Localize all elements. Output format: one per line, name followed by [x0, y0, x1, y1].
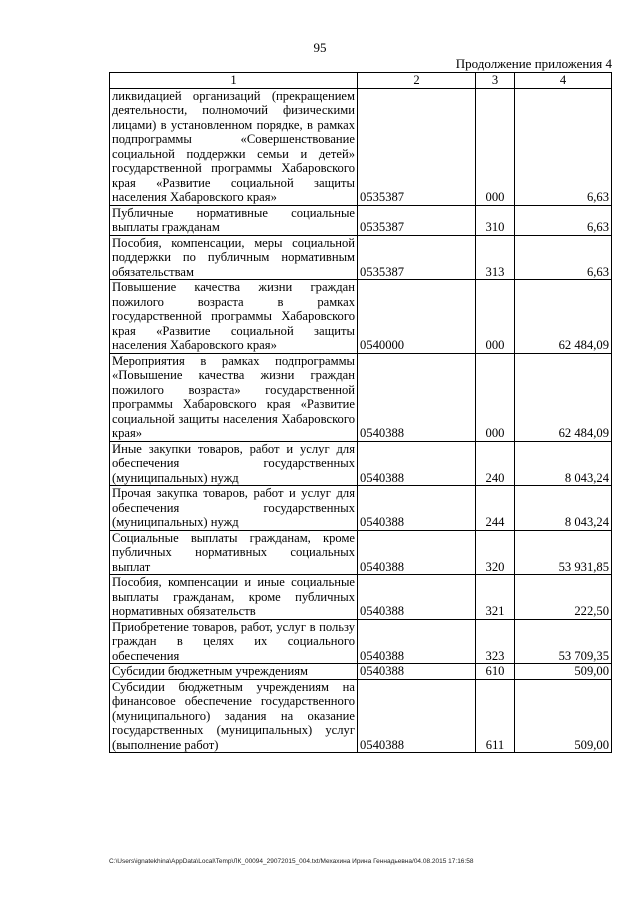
row-expense-type: 610	[476, 664, 515, 680]
row-description: Мероприятия в рамках подпрограммы «Повышение качества жизни граждан пожилого возраста» государственной программы Хабаровского края «Развитие социальной защиты населения Хабаровского края»	[110, 353, 358, 441]
row-target-code: 0540388	[358, 530, 476, 575]
row-description: Социальные выплаты гражданам, кроме публичных нормативных социальных выплат	[110, 530, 358, 575]
row-amount: 6,63	[515, 235, 612, 280]
row-expense-type: 000	[476, 353, 515, 441]
row-expense-type: 240	[476, 441, 515, 486]
row-amount: 222,50	[515, 575, 612, 620]
row-expense-type: 611	[476, 679, 515, 753]
table-row	[110, 441, 612, 486]
table-row	[110, 679, 612, 753]
column-header-1: 1	[110, 73, 358, 89]
row-description: ликвидацией организаций (прекращением деятельности, полномочий физическими лицами) в установленном порядке, в рамках подпрограммы «Совершенствование социальной поддержки семьи и детей» государственной программы Хабаровского края «Развитие социальной защиты населения Хабаровского края»	[110, 88, 358, 205]
row-target-code: 0540000	[358, 280, 476, 354]
row-description: Субсидии бюджетным учреждениям на финансовое обеспечение государственного (муниципального) задания на оказание государственных (муниципальных) услуг (выполнение работ)	[110, 679, 358, 753]
table-row	[110, 530, 612, 575]
row-target-code: 0535387	[358, 235, 476, 280]
row-target-code: 0540388	[358, 679, 476, 753]
row-expense-type: 000	[476, 280, 515, 354]
table-row	[110, 353, 612, 441]
row-amount: 6,63	[515, 205, 612, 235]
row-expense-type: 320	[476, 530, 515, 575]
table-row	[110, 280, 612, 354]
row-target-code: 0535387	[358, 88, 476, 205]
page-number: 95	[313, 40, 327, 55]
row-amount: 62 484,09	[515, 353, 612, 441]
row-target-code: 0540388	[358, 353, 476, 441]
row-expense-type: 310	[476, 205, 515, 235]
table-row	[110, 205, 612, 235]
column-header-2: 2	[358, 73, 476, 89]
row-amount: 62 484,09	[515, 280, 612, 354]
appendix-continuation-note: Продолжение приложения 4	[455, 56, 612, 71]
row-description: Публичные нормативные социальные выплаты гражданам	[110, 205, 358, 235]
row-description: Приобретение товаров, работ, услуг в пользу граждан в целях их социального обеспечения	[110, 619, 358, 664]
table-row	[110, 664, 612, 680]
table-row	[110, 486, 612, 531]
row-target-code: 0540388	[358, 575, 476, 620]
row-description: Пособия, компенсации и иные социальные выплаты гражданам, кроме публичных нормативных обязательств	[110, 575, 358, 620]
row-amount: 509,00	[515, 664, 612, 680]
file-path-footer: C:\Users\ignatekhina\AppData\Local\Temp\ЛК_00094_29072015_004.txt/Мехахина Ирина Геннадьевна/04.08.2015 17:16:58	[109, 858, 474, 865]
table-row	[110, 88, 612, 205]
row-target-code: 0540388	[358, 441, 476, 486]
column-header-4: 4	[515, 73, 612, 89]
row-expense-type: 323	[476, 619, 515, 664]
table-body	[110, 88, 612, 753]
row-amount: 8 043,24	[515, 441, 612, 486]
column-header-3: 3	[476, 73, 515, 89]
row-target-code: 0540388	[358, 619, 476, 664]
row-expense-type: 000	[476, 88, 515, 205]
row-amount: 8 043,24	[515, 486, 612, 531]
table-header-row	[110, 73, 612, 89]
row-target-code: 0540388	[358, 664, 476, 680]
budget-table	[109, 72, 612, 753]
row-amount: 53 931,85	[515, 530, 612, 575]
row-target-code: 0540388	[358, 486, 476, 531]
row-description: Иные закупки товаров, работ и услуг для обеспечения государственных (муниципальных) нужд	[110, 441, 358, 486]
table-row	[110, 619, 612, 664]
row-amount: 509,00	[515, 679, 612, 753]
row-expense-type: 313	[476, 235, 515, 280]
row-amount: 53 709,35	[515, 619, 612, 664]
table-row	[110, 235, 612, 280]
row-description: Пособия, компенсации, меры социальной поддержки по публичным нормативным обязательствам	[110, 235, 358, 280]
row-amount: 6,63	[515, 88, 612, 205]
table-row	[110, 575, 612, 620]
row-expense-type: 244	[476, 486, 515, 531]
row-description: Прочая закупка товаров, работ и услуг для обеспечения государственных (муниципальных) нужд	[110, 486, 358, 531]
row-target-code: 0535387	[358, 205, 476, 235]
row-description: Повышение качества жизни граждан пожилого возраста в рамках государственной программы Хабаровского края «Развитие социальной защиты населения Хабаровского края»	[110, 280, 358, 354]
row-description: Субсидии бюджетным учреждениям	[110, 664, 358, 680]
row-expense-type: 321	[476, 575, 515, 620]
